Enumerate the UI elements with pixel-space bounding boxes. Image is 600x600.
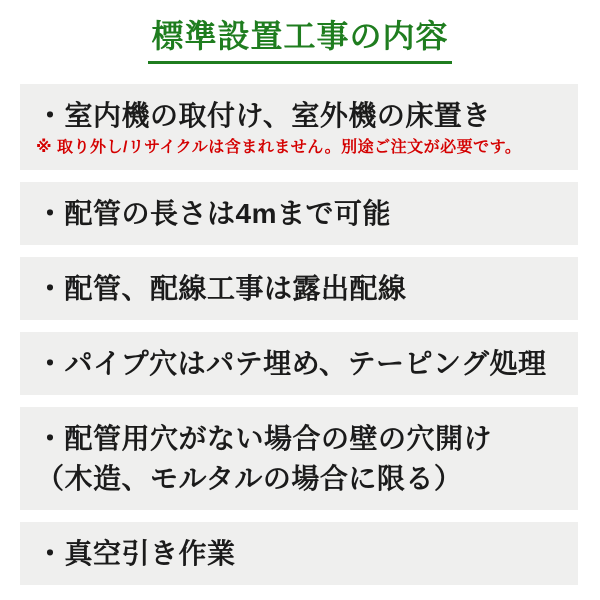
list-item-text-line2: （木造、モルタルの場合に限る） [36, 462, 463, 494]
installation-items-list [0, 84, 600, 585]
list-item-note-removal-recycle: ※ 取り外し/リサイクルは含まれません。別途ご注文が必要です。 [36, 138, 522, 156]
list-item-wall-drilling [20, 407, 578, 509]
list-item-exposed-wiring [20, 257, 578, 320]
title-wrap [0, 16, 600, 64]
list-item-vacuum-work [20, 522, 578, 585]
list-item-text: ・室内機の取付け、室外機の床置き [36, 99, 491, 131]
list-item-text: ・パイプ穴はパテ埋め、テーピング処理 [36, 348, 547, 380]
list-item-text: ・配管の長さは4mまで可能 [36, 197, 391, 229]
list-item-pipe-length [20, 182, 578, 245]
list-item-text: ・真空引き作業 [36, 537, 236, 569]
list-item-text: ・配管、配線工事は露出配線 [36, 272, 407, 304]
page-title: 標準設置工事の内容 [148, 16, 451, 64]
list-item-indoor-outdoor-unit [20, 84, 578, 170]
list-item-pipe-hole-sealing [20, 332, 578, 395]
list-item-text: ・配管用穴がない場合の壁の穴開け [36, 423, 493, 455]
